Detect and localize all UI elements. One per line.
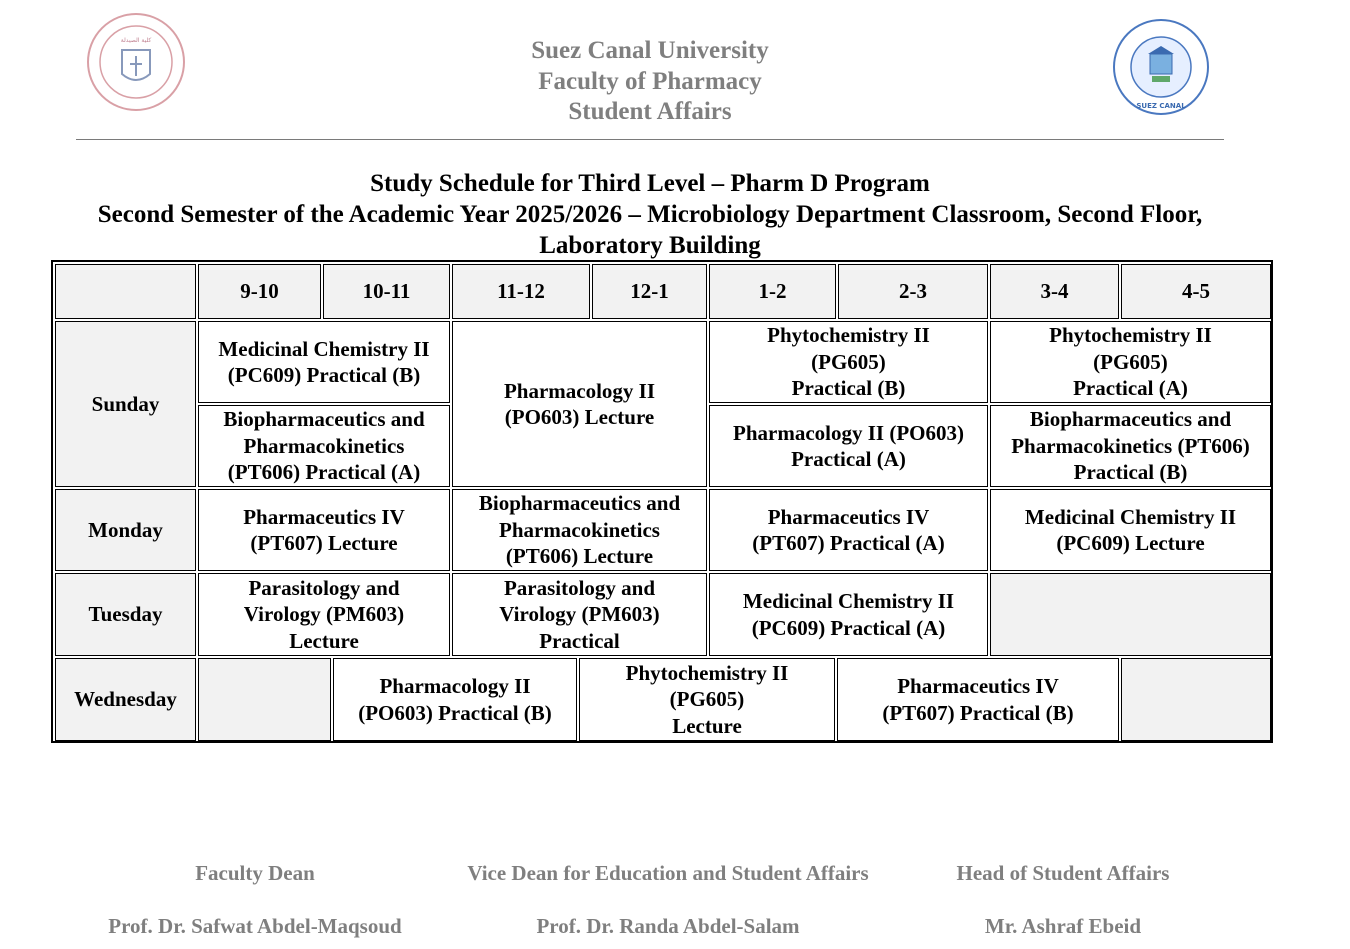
- corner-cell: [55, 264, 196, 319]
- time-slot-header: 3-4: [990, 264, 1119, 319]
- session-cell: Pharmacology II (PO603) Practical (A): [709, 405, 988, 487]
- session-cell: Phytochemistry II (PG605) Practical (A): [990, 321, 1271, 403]
- session-cell: Pharmaceutics IV (PT607) Lecture: [198, 489, 450, 571]
- session-cell: Phytochemistry II (PG605) Lecture: [579, 658, 835, 741]
- session-cell: Pharmaceutics IV (PT607) Practical (B): [837, 658, 1119, 741]
- signature-name-vice-dean: Prof. Dr. Randa Abdel-Salam: [536, 914, 800, 938]
- empty-cell: [198, 658, 331, 741]
- session-cell: Pharmacology II (PO603) Lecture: [452, 321, 707, 487]
- session-cell: Parasitology and Virology (PM603) Practical: [452, 573, 707, 656]
- time-slot-header: 11-12: [452, 264, 590, 319]
- time-slot-header: 1-2: [709, 264, 836, 319]
- session-cell: Medicinal Chemistry II (PC609) Lecture: [990, 489, 1271, 571]
- university-emblem-logo: [1112, 18, 1210, 116]
- session-cell: Phytochemistry II (PG605) Practical (B): [709, 321, 988, 403]
- university-name: Suez Canal University: [531, 37, 769, 64]
- signature-role-vice-dean: Vice Dean for Education and Student Affairs: [467, 861, 869, 885]
- day-label-monday: Monday: [55, 489, 196, 571]
- day-label-wednesday: Wednesday: [55, 658, 196, 741]
- time-slot-header: 10-11: [323, 264, 450, 319]
- schedule-subtitle: Second Semester of the Academic Year 2025/2026 – Microbiology Department Classroom, Second Floor, Laboratory Building: [97, 201, 1203, 259]
- day-label-tuesday: Tuesday: [55, 573, 196, 656]
- header-divider: [76, 139, 1224, 140]
- schedule-table: [51, 260, 1273, 743]
- session-cell: Parasitology and Virology (PM603) Lecture: [198, 573, 450, 656]
- session-cell: Pharmaceutics IV (PT607) Practical (A): [709, 489, 988, 571]
- schedule-title: Study Schedule for Third Level – Pharm D Program: [370, 170, 930, 197]
- empty-cell: [990, 573, 1271, 656]
- faculty-name: Faculty of Pharmacy: [538, 67, 762, 95]
- signature-name-head: Mr. Ashraf Ebeid: [984, 914, 1142, 938]
- svg-text:SUEZ CANAL: SUEZ CANAL: [1136, 102, 1186, 110]
- university-header: [450, 36, 850, 128]
- time-slot-header: 12-1: [592, 264, 707, 319]
- signature-role-head: Head of Student Affairs: [956, 861, 1170, 885]
- time-slot-header: 4-5: [1121, 264, 1271, 319]
- session-cell: Pharmacology II (PO603) Practical (B): [333, 658, 577, 741]
- time-slot-header: 2-3: [838, 264, 988, 319]
- session-cell: Medicinal Chemistry II (PC609) Practical (B): [198, 321, 450, 403]
- time-slot-header: 9-10: [198, 264, 321, 319]
- session-cell: Medicinal Chemistry II (PC609) Practical (A): [709, 573, 988, 656]
- signature-name-dean: Prof. Dr. Safwat Abdel-Maqsoud: [108, 914, 402, 938]
- accreditation-seal-logo: [86, 12, 186, 112]
- session-cell: Biopharmaceutics and Pharmacokinetics (PT606) Lecture: [452, 489, 707, 571]
- session-cell: Biopharmaceutics and Pharmacokinetics (PT606) Practical (B): [990, 405, 1271, 487]
- empty-cell: [1121, 658, 1271, 741]
- svg-text:كلية الصيدلة: كلية الصيدلة: [120, 37, 152, 44]
- session-cell: Biopharmaceutics and Pharmacokinetics (PT606) Practical (A): [198, 405, 450, 487]
- signature-role-dean: Faculty Dean: [195, 861, 315, 885]
- department-name: Student Affairs: [568, 98, 732, 125]
- day-label-sunday: Sunday: [55, 321, 196, 487]
- schedule-titles: [60, 168, 1240, 261]
